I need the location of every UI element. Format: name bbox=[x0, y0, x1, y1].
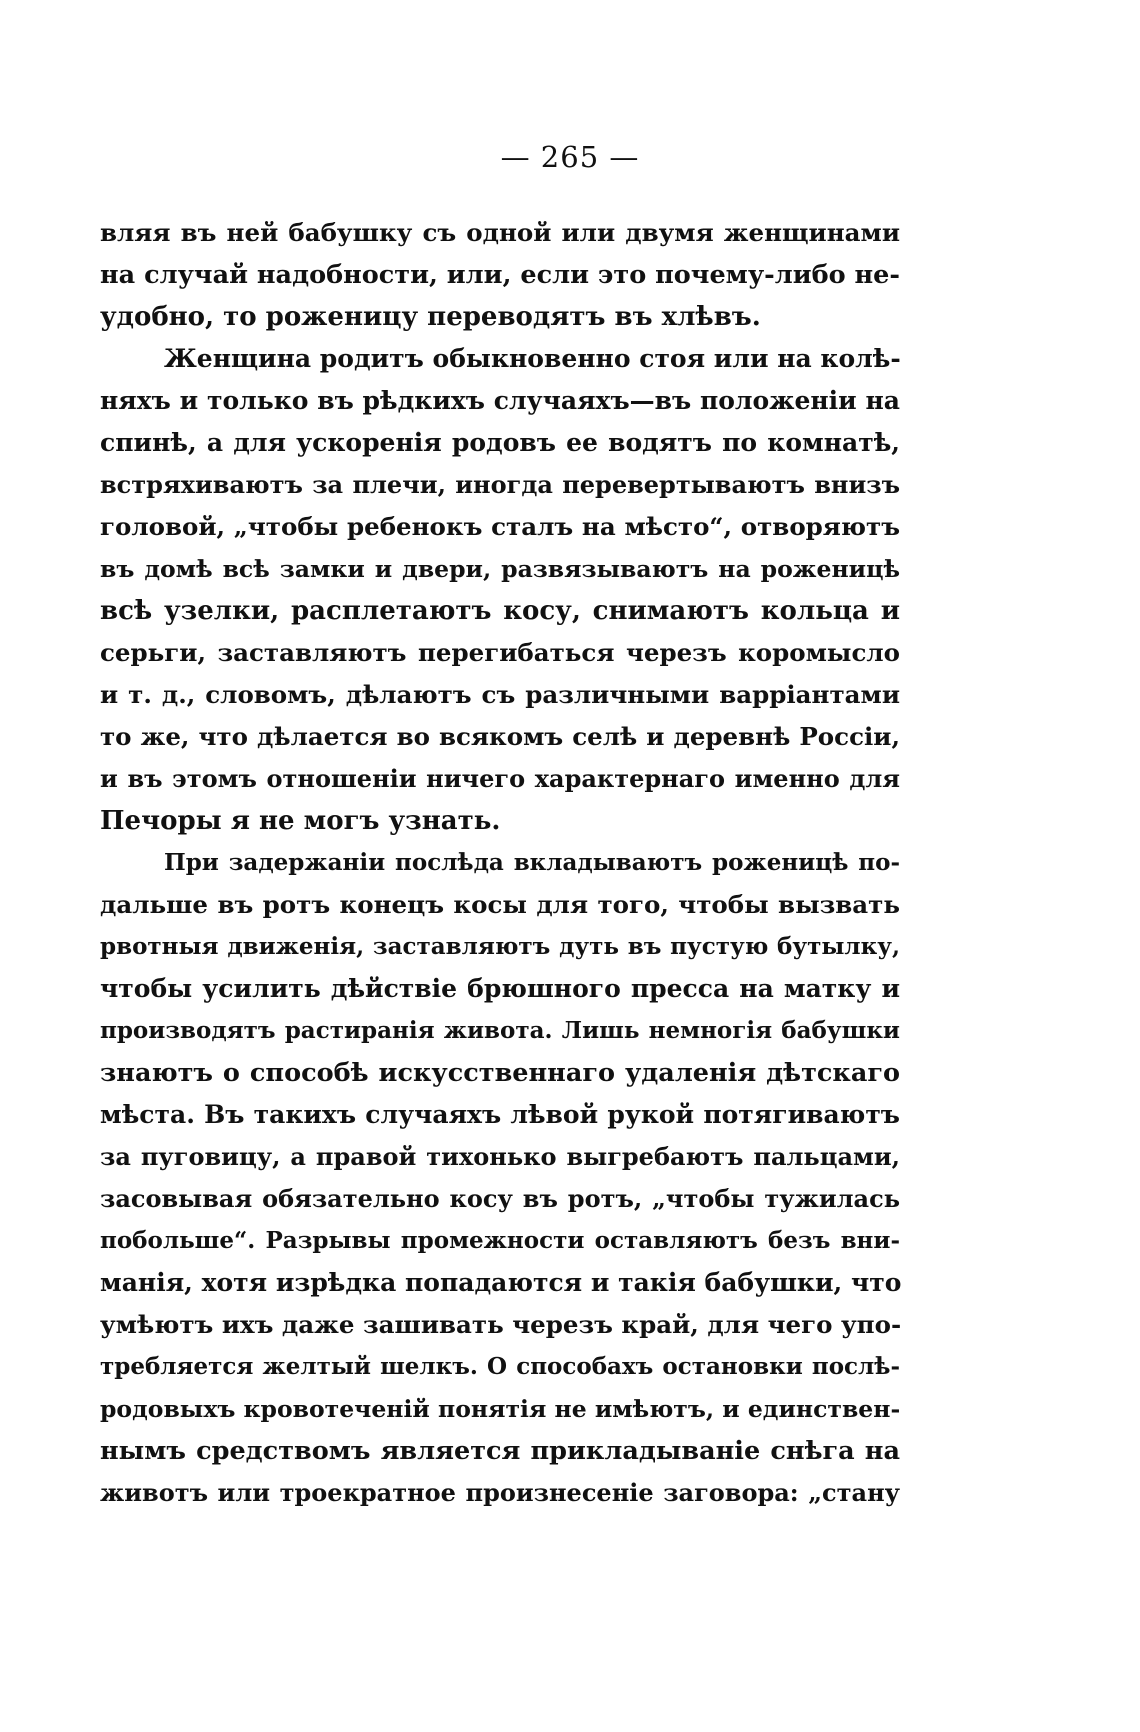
text-line: Женщина родитъ обыкновенно стоя или на колѣ- bbox=[164, 344, 901, 373]
paragraph bbox=[100, 212, 900, 338]
text-line: манія, хотя изрѣдка попадаются и такія бабушки, что bbox=[100, 1268, 902, 1297]
text-line: Печоры я не могъ узнать. bbox=[100, 806, 501, 836]
text-line: засовывая обязательно косу въ ротъ, „чтобы тужилась bbox=[100, 1184, 900, 1213]
text-line: встряхиваютъ за плечи, иногда перевертываютъ внизъ bbox=[100, 470, 900, 499]
text-line: серьги, заставляютъ перегибаться черезъ коромысло bbox=[100, 638, 900, 667]
text-line: производятъ растиранія живота. Лишь немногія бабушки bbox=[100, 1017, 900, 1044]
text-line: всѣ узелки, расплетаютъ косу, снимаютъ кольца и bbox=[100, 596, 900, 626]
paragraph bbox=[100, 338, 900, 842]
text-line: то же, что дѣлается во всякомъ селѣ и деревнѣ Россіи, bbox=[100, 722, 900, 751]
page-number: — 265 — bbox=[500, 140, 640, 174]
text-line: на случай надобности, или, если это почему-либо не- bbox=[100, 260, 900, 290]
text-line: вляя въ ней бабушку съ одной или двумя женщинами bbox=[100, 218, 900, 247]
text-line: умѣютъ ихъ даже зашивать черезъ край, для чего упо- bbox=[100, 1310, 902, 1339]
text-line: въ домѣ всѣ замки и двери, развязываютъ на роженицѣ bbox=[100, 555, 900, 583]
text-line: головой, „чтобы ребенокъ сталъ на мѣсто“, отворяютъ bbox=[100, 512, 900, 541]
text-line: и въ этомъ отношеніи ничего характернаго именно для bbox=[100, 764, 900, 793]
body-text bbox=[100, 212, 900, 1514]
text-line: рвотныя движенія, заставляютъ дуть въ пустую бутылку, bbox=[100, 933, 900, 960]
text-line: чтобы усилить дѣйствіе брюшного пресса на матку и bbox=[100, 974, 900, 1003]
text-line: удобно, то роженицу переводятъ въ хлѣвъ. bbox=[100, 302, 761, 332]
text-line: нымъ средствомъ является прикладываніе снѣга на bbox=[100, 1436, 900, 1466]
text-line: побольше“. Разрывы промежности оставляютъ безъ вни- bbox=[100, 1227, 900, 1254]
text-line: за пуговицу, а правой тихонько выгребаютъ пальцами, bbox=[100, 1142, 900, 1171]
text-line: спинѣ, а для ускоренія родовъ ее водятъ по комнатѣ, bbox=[100, 428, 900, 457]
text-line: мѣста. Въ такихъ случаяхъ лѣвой рукой потягиваютъ bbox=[100, 1100, 900, 1129]
text-line: дальше въ ротъ конецъ косы для того, чтобы вызвать bbox=[100, 890, 900, 919]
text-line: знаютъ о способѣ искусственнаго удаленія дѣтскаго bbox=[100, 1058, 900, 1088]
text-line: родовыхъ кровотеченій понятія не имѣютъ, и единствен- bbox=[100, 1395, 901, 1423]
text-line: животъ или троекратное произнесеніе заговора: „стану bbox=[100, 1478, 900, 1507]
text-line: требляется желтый шелкъ. О способахъ остановки послѣ- bbox=[100, 1353, 900, 1380]
text-line: няхъ и только въ рѣдкихъ случаяхъ—въ положеніи на bbox=[100, 386, 900, 415]
paragraph bbox=[100, 842, 900, 1514]
text-line: и т. д., словомъ, дѣлаютъ съ различными варріантами bbox=[100, 680, 900, 709]
text-line: При задержаніи послѣда вкладываютъ роженицѣ по- bbox=[164, 849, 900, 876]
